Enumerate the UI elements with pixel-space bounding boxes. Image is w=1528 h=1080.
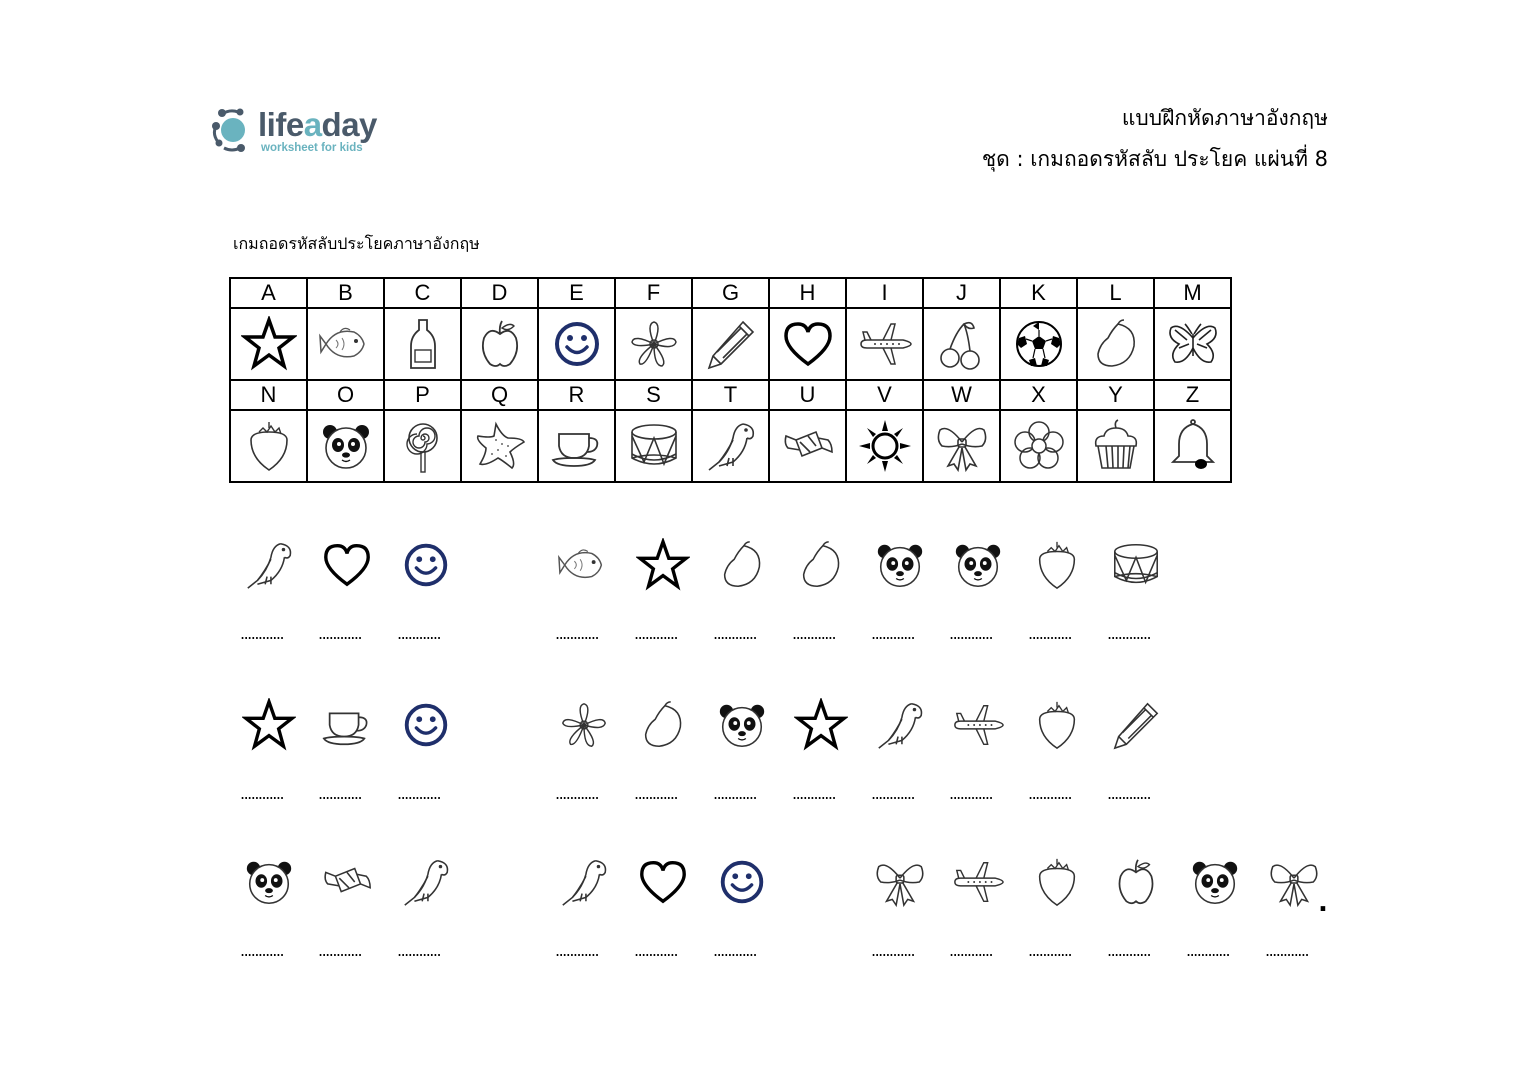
key-picture-s <box>615 410 692 482</box>
bow-icon <box>1267 855 1321 909</box>
key-picture-t <box>692 410 769 482</box>
key-picture-f <box>615 308 692 380</box>
worksheet-title: แบบฝึกหัดภาษาอังกฤษ <box>1121 106 1328 130</box>
answer-blank[interactable]: ............ <box>397 941 441 960</box>
cherry-icon <box>934 316 990 372</box>
key-picture-v <box>846 410 923 482</box>
answer-blank[interactable]: ............ <box>871 941 915 960</box>
answer-blank[interactable]: ............ <box>240 784 284 803</box>
smiley-icon <box>399 538 453 592</box>
key-letter-b: B <box>307 278 384 308</box>
smiley-icon <box>715 855 769 909</box>
key-picture-x <box>1000 410 1077 482</box>
game-subtitle: เกมถอดรหัสลับประโยคภาษาอังกฤษ <box>233 234 480 253</box>
cipher-symbol <box>1109 698 1173 762</box>
cipher-symbol <box>320 698 384 762</box>
cipher-symbol <box>557 538 621 602</box>
key-picture-r <box>538 410 615 482</box>
answer-blank[interactable]: ............ <box>871 624 915 643</box>
answer-blank[interactable]: ............ <box>1028 624 1072 643</box>
key-picture-a <box>230 308 307 380</box>
key-picture-m <box>1154 308 1231 380</box>
key-picture-i <box>846 308 923 380</box>
parrot-icon <box>703 418 759 474</box>
answer-blank[interactable]: ............ <box>1107 784 1151 803</box>
cipher-symbol <box>636 698 700 762</box>
key-picture-p <box>384 410 461 482</box>
key-letter-k: K <box>1000 278 1077 308</box>
cipher-symbol <box>1109 855 1173 919</box>
bow-icon <box>934 418 990 474</box>
key-letter-g: G <box>692 278 769 308</box>
apple-icon <box>472 316 528 372</box>
strawberry-icon <box>1030 538 1084 592</box>
star-icon <box>242 698 296 752</box>
cipher-symbol <box>1109 538 1173 602</box>
soccer-ball-icon <box>1011 316 1067 372</box>
strawberry-icon <box>1030 698 1084 752</box>
key-picture-y <box>1077 410 1154 482</box>
answer-blank[interactable]: ............ <box>792 624 836 643</box>
key-letter-j: J <box>923 278 1000 308</box>
starfish-icon <box>472 418 528 474</box>
key-letter-t: T <box>692 380 769 410</box>
key-picture-u <box>769 410 846 482</box>
key-letter-m: M <box>1154 278 1231 308</box>
answer-blank[interactable]: ............ <box>318 784 362 803</box>
parrot-icon <box>399 855 453 909</box>
answer-blank[interactable]: ............ <box>397 624 441 643</box>
parrot-icon <box>242 538 296 592</box>
answer-blank[interactable]: ............ <box>1186 941 1230 960</box>
blossom-icon <box>557 698 611 752</box>
star-icon <box>241 316 297 372</box>
sentence-period: . <box>1318 888 1328 918</box>
answer-blank[interactable]: ............ <box>397 784 441 803</box>
cipher-symbol <box>242 538 306 602</box>
star-icon <box>636 538 690 592</box>
key-letter-row <box>230 278 1231 308</box>
panda-icon <box>1188 855 1242 909</box>
answer-blank[interactable]: ............ <box>713 784 757 803</box>
cipher-symbol <box>1030 855 1094 919</box>
answer-blank[interactable]: ............ <box>949 624 993 643</box>
smiley-icon <box>549 316 605 372</box>
mango-icon <box>715 538 769 592</box>
answer-blank[interactable]: ............ <box>713 941 757 960</box>
cipher-symbol <box>1030 538 1094 602</box>
key-picture-o <box>307 410 384 482</box>
airplane-icon <box>951 855 1005 909</box>
key-picture-g <box>692 308 769 380</box>
answer-blank[interactable]: ............ <box>713 624 757 643</box>
strawberry-icon <box>241 418 297 474</box>
key-letter-o: O <box>307 380 384 410</box>
answer-blank[interactable]: ............ <box>1265 941 1309 960</box>
answer-blank[interactable]: ............ <box>634 624 678 643</box>
airplane-icon <box>857 316 913 372</box>
cipher-symbol <box>320 855 384 919</box>
answer-blank[interactable]: ............ <box>318 941 362 960</box>
cipher-symbol <box>320 538 384 602</box>
key-picture-row <box>230 308 1231 380</box>
answer-blank[interactable]: ............ <box>318 624 362 643</box>
pencil-icon <box>1109 698 1163 752</box>
mango-icon <box>1088 316 1144 372</box>
answer-blank[interactable]: ............ <box>1107 624 1151 643</box>
drum-icon <box>1109 538 1163 592</box>
answer-blank[interactable]: ............ <box>792 784 836 803</box>
key-picture-k <box>1000 308 1077 380</box>
key-picture-c <box>384 308 461 380</box>
key-letter-i: I <box>846 278 923 308</box>
cipher-symbol <box>242 855 306 919</box>
cipher-symbol <box>951 538 1015 602</box>
mango-icon <box>636 698 690 752</box>
lollipop-icon <box>395 418 451 474</box>
cipher-symbol <box>1188 855 1252 919</box>
airplane-icon <box>951 698 1005 752</box>
parrot-icon <box>873 698 927 752</box>
key-letter-u: U <box>769 380 846 410</box>
parrot-icon <box>557 855 611 909</box>
cipher-symbol <box>242 698 306 762</box>
answer-blank[interactable]: ............ <box>555 941 599 960</box>
heart-icon <box>320 538 374 592</box>
worksheet-set-label: ชุด : เกมถอดรหัสลับ ประโยค แผ่นที่ 8 <box>981 147 1328 171</box>
bow-icon <box>873 855 927 909</box>
cipher-symbol <box>715 538 779 602</box>
bell-icon <box>1165 418 1221 474</box>
cipher-symbol <box>794 538 858 602</box>
key-picture-b <box>307 308 384 380</box>
answer-blank[interactable]: ............ <box>1107 941 1151 960</box>
key-letter-h: H <box>769 278 846 308</box>
panda-icon <box>873 538 927 592</box>
cipher-symbol <box>399 538 463 602</box>
cipher-symbol <box>951 698 1015 762</box>
key-picture-h <box>769 308 846 380</box>
cipher-symbol <box>399 698 463 762</box>
cipher-symbol <box>636 855 700 919</box>
strawberry-icon <box>1030 855 1084 909</box>
fish-icon <box>318 316 374 372</box>
cupcake-icon <box>1088 418 1144 474</box>
key-letter-a: A <box>230 278 307 308</box>
sun-icon <box>857 418 913 474</box>
key-letter-w: W <box>923 380 1000 410</box>
key-picture-d <box>461 308 538 380</box>
cipher-symbol <box>873 855 937 919</box>
panda-icon <box>242 855 296 909</box>
cipher-key-table <box>229 277 1232 483</box>
apple-icon <box>1109 855 1163 909</box>
key-picture-l <box>1077 308 1154 380</box>
key-letter-q: Q <box>461 380 538 410</box>
key-letter-s: S <box>615 380 692 410</box>
answer-blank[interactable]: ............ <box>949 941 993 960</box>
key-letter-d: D <box>461 278 538 308</box>
panda-icon <box>318 418 374 474</box>
cipher-symbol <box>557 855 621 919</box>
candy-icon <box>320 855 374 909</box>
key-letter-v: V <box>846 380 923 410</box>
key-letter-x: X <box>1000 380 1077 410</box>
answer-blank[interactable]: ............ <box>634 941 678 960</box>
cipher-symbol <box>873 538 937 602</box>
pencil-icon <box>703 316 759 372</box>
candy-icon <box>780 418 836 474</box>
answer-blank[interactable]: ............ <box>871 784 915 803</box>
answer-blank[interactable]: ............ <box>949 784 993 803</box>
key-picture-row <box>230 410 1231 482</box>
logo-wordmark: lifeaday <box>258 106 377 143</box>
cipher-symbol <box>715 855 779 919</box>
key-picture-e <box>538 308 615 380</box>
cipher-symbol <box>794 698 858 762</box>
fish-icon <box>557 538 611 592</box>
cup-icon <box>320 698 374 752</box>
smiley-icon <box>399 698 453 752</box>
key-letter-l: L <box>1077 278 1154 308</box>
cipher-symbol <box>873 698 937 762</box>
cipher-symbol <box>636 538 700 602</box>
cipher-symbol <box>399 855 463 919</box>
answer-blank[interactable]: ............ <box>240 624 284 643</box>
heart-icon <box>780 316 836 372</box>
star-icon <box>794 698 848 752</box>
key-picture-w <box>923 410 1000 482</box>
butterfly-icon <box>1165 316 1221 372</box>
key-letter-r: R <box>538 380 615 410</box>
key-picture-n <box>230 410 307 482</box>
key-letter-p: P <box>384 380 461 410</box>
mango-icon <box>794 538 848 592</box>
panda-icon <box>951 538 1005 592</box>
logo-tagline: worksheet for kids <box>261 142 363 154</box>
bottle-icon <box>395 316 451 372</box>
key-picture-q <box>461 410 538 482</box>
key-letter-e: E <box>538 278 615 308</box>
key-letter-z: Z <box>1154 380 1231 410</box>
flower-icon <box>1011 418 1067 474</box>
panda-icon <box>715 698 769 752</box>
drum-icon <box>626 418 682 474</box>
answer-blank[interactable]: ............ <box>555 624 599 643</box>
key-letter-f: F <box>615 278 692 308</box>
cipher-symbol <box>951 855 1015 919</box>
key-letter-y: Y <box>1077 380 1154 410</box>
blossom-icon <box>626 316 682 372</box>
answer-blank[interactable]: ............ <box>240 941 284 960</box>
lifeaday-logo <box>208 104 398 160</box>
key-letter-row <box>230 380 1231 410</box>
key-letter-n: N <box>230 380 307 410</box>
cup-icon <box>549 418 605 474</box>
heart-icon <box>636 855 690 909</box>
answer-blank[interactable]: ............ <box>634 784 678 803</box>
key-picture-z <box>1154 410 1231 482</box>
answer-blank[interactable]: ............ <box>1028 941 1072 960</box>
cipher-symbol <box>715 698 779 762</box>
logo-molecule-icon <box>208 104 258 156</box>
key-letter-c: C <box>384 278 461 308</box>
cipher-symbol <box>1030 698 1094 762</box>
key-picture-j <box>923 308 1000 380</box>
answer-blank[interactable]: ............ <box>1028 784 1072 803</box>
cipher-symbol <box>557 698 621 762</box>
answer-blank[interactable]: ............ <box>555 784 599 803</box>
